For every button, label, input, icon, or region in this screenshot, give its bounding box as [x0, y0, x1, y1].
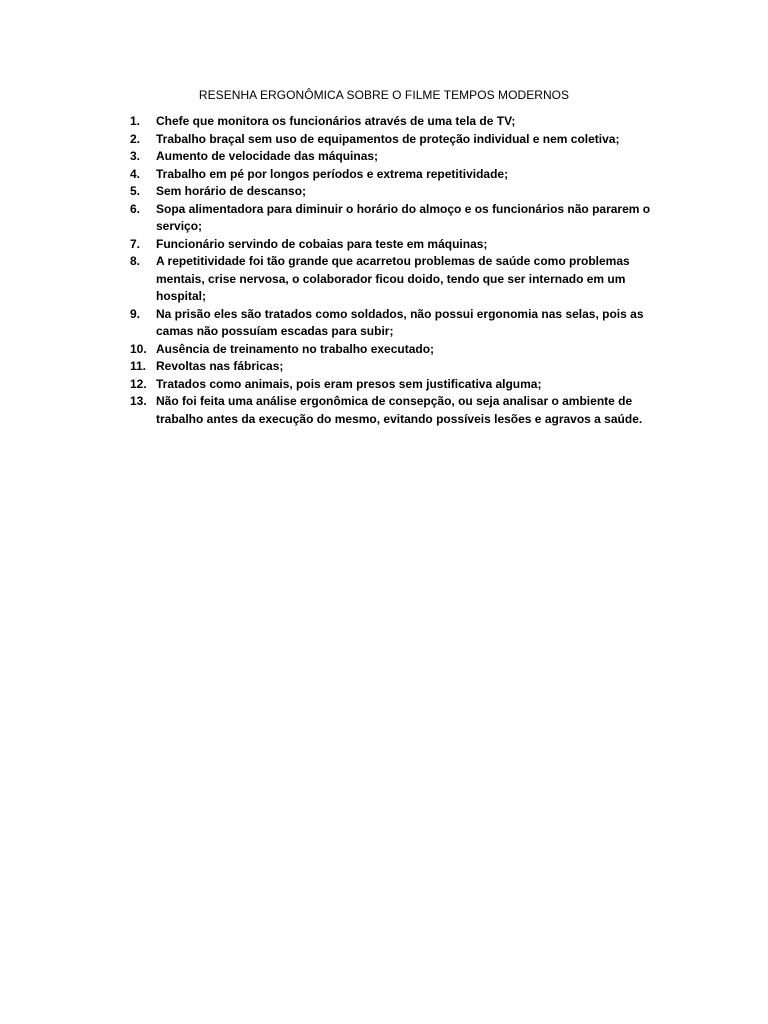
list-item: [130, 131, 660, 149]
list-item: [130, 166, 660, 184]
list-item-text: Chefe que monitora os funcionários através de uma tela de TV;: [156, 114, 516, 128]
list-item-text: Na prisão eles são tratados como soldados, não possui ergonomia nas selas, pois as camas não possuíam escadas para subir;: [156, 306, 644, 338]
list-item: [130, 113, 660, 131]
list-item-text: Sem horário de descanso;: [156, 184, 307, 198]
list-item-text: Revoltas nas fábricas;: [156, 359, 284, 373]
list-item-number: 7.: [130, 236, 141, 251]
list-item-number: 13.: [130, 394, 147, 408]
list-item-number: 2.: [130, 131, 141, 146]
list-item-number: 12.: [130, 376, 147, 391]
list-item: [130, 306, 660, 341]
list-item-text: Trabalho em pé por longos períodos e extrema repetitividade;: [156, 166, 509, 181]
list-item: [130, 236, 660, 254]
list-item-number: 1.: [130, 114, 141, 128]
list-item-text: Tratados como animais, pois eram presos sem justificativa alguma;: [156, 376, 542, 391]
list-item-number: 9.: [130, 306, 141, 321]
list-item: [130, 393, 660, 428]
list-item: [130, 376, 660, 394]
list-item-number: 4.: [130, 166, 141, 181]
list-item-number: 10.: [130, 341, 147, 356]
list-item-text: Trabalho braçal sem uso de equipamentos de proteção individual e nem coletiva;: [156, 131, 620, 146]
list-item: [130, 341, 660, 359]
list-item: [130, 183, 660, 201]
numbered-list: [130, 113, 660, 428]
list-item-text: Funcionário servindo de cobaias para teste em máquinas;: [156, 236, 488, 251]
list-item: [130, 358, 660, 376]
list-item: [130, 253, 660, 306]
list-item: [130, 201, 660, 236]
list-item-text: Ausência de treinamento no trabalho executado;: [156, 341, 435, 356]
list-item-text: Sopa alimentadora para diminuir o horário do almoço e os funcionários não pararem o serviço;: [156, 201, 651, 233]
list-item-text: Aumento de velocidade das máquinas;: [156, 149, 379, 163]
list-item-number: 5.: [130, 184, 141, 198]
list-item-text: A repetitividade foi tão grande que acarretou problemas de saúde como problemas mentais, crise nervosa, o colaborador ficou doido, tendo que ser internado em um hospital;: [156, 254, 630, 303]
list-item-number: 11.: [130, 359, 147, 373]
list-item: [130, 148, 660, 166]
list-item-number: 3.: [130, 149, 141, 163]
list-item-number: 6.: [130, 201, 141, 216]
list-item-number: 8.: [130, 254, 141, 268]
document-title: RESENHA ERGONÔMICA SOBRE O FILME TEMPOS MODERNOS: [198, 88, 570, 102]
list-item-text: Não foi feita uma análise ergonômica de consepção, ou seja analisar o ambiente de trabalho antes da execução do mesmo, evitando possíveis lesões e agravos a saúde.: [156, 394, 643, 426]
